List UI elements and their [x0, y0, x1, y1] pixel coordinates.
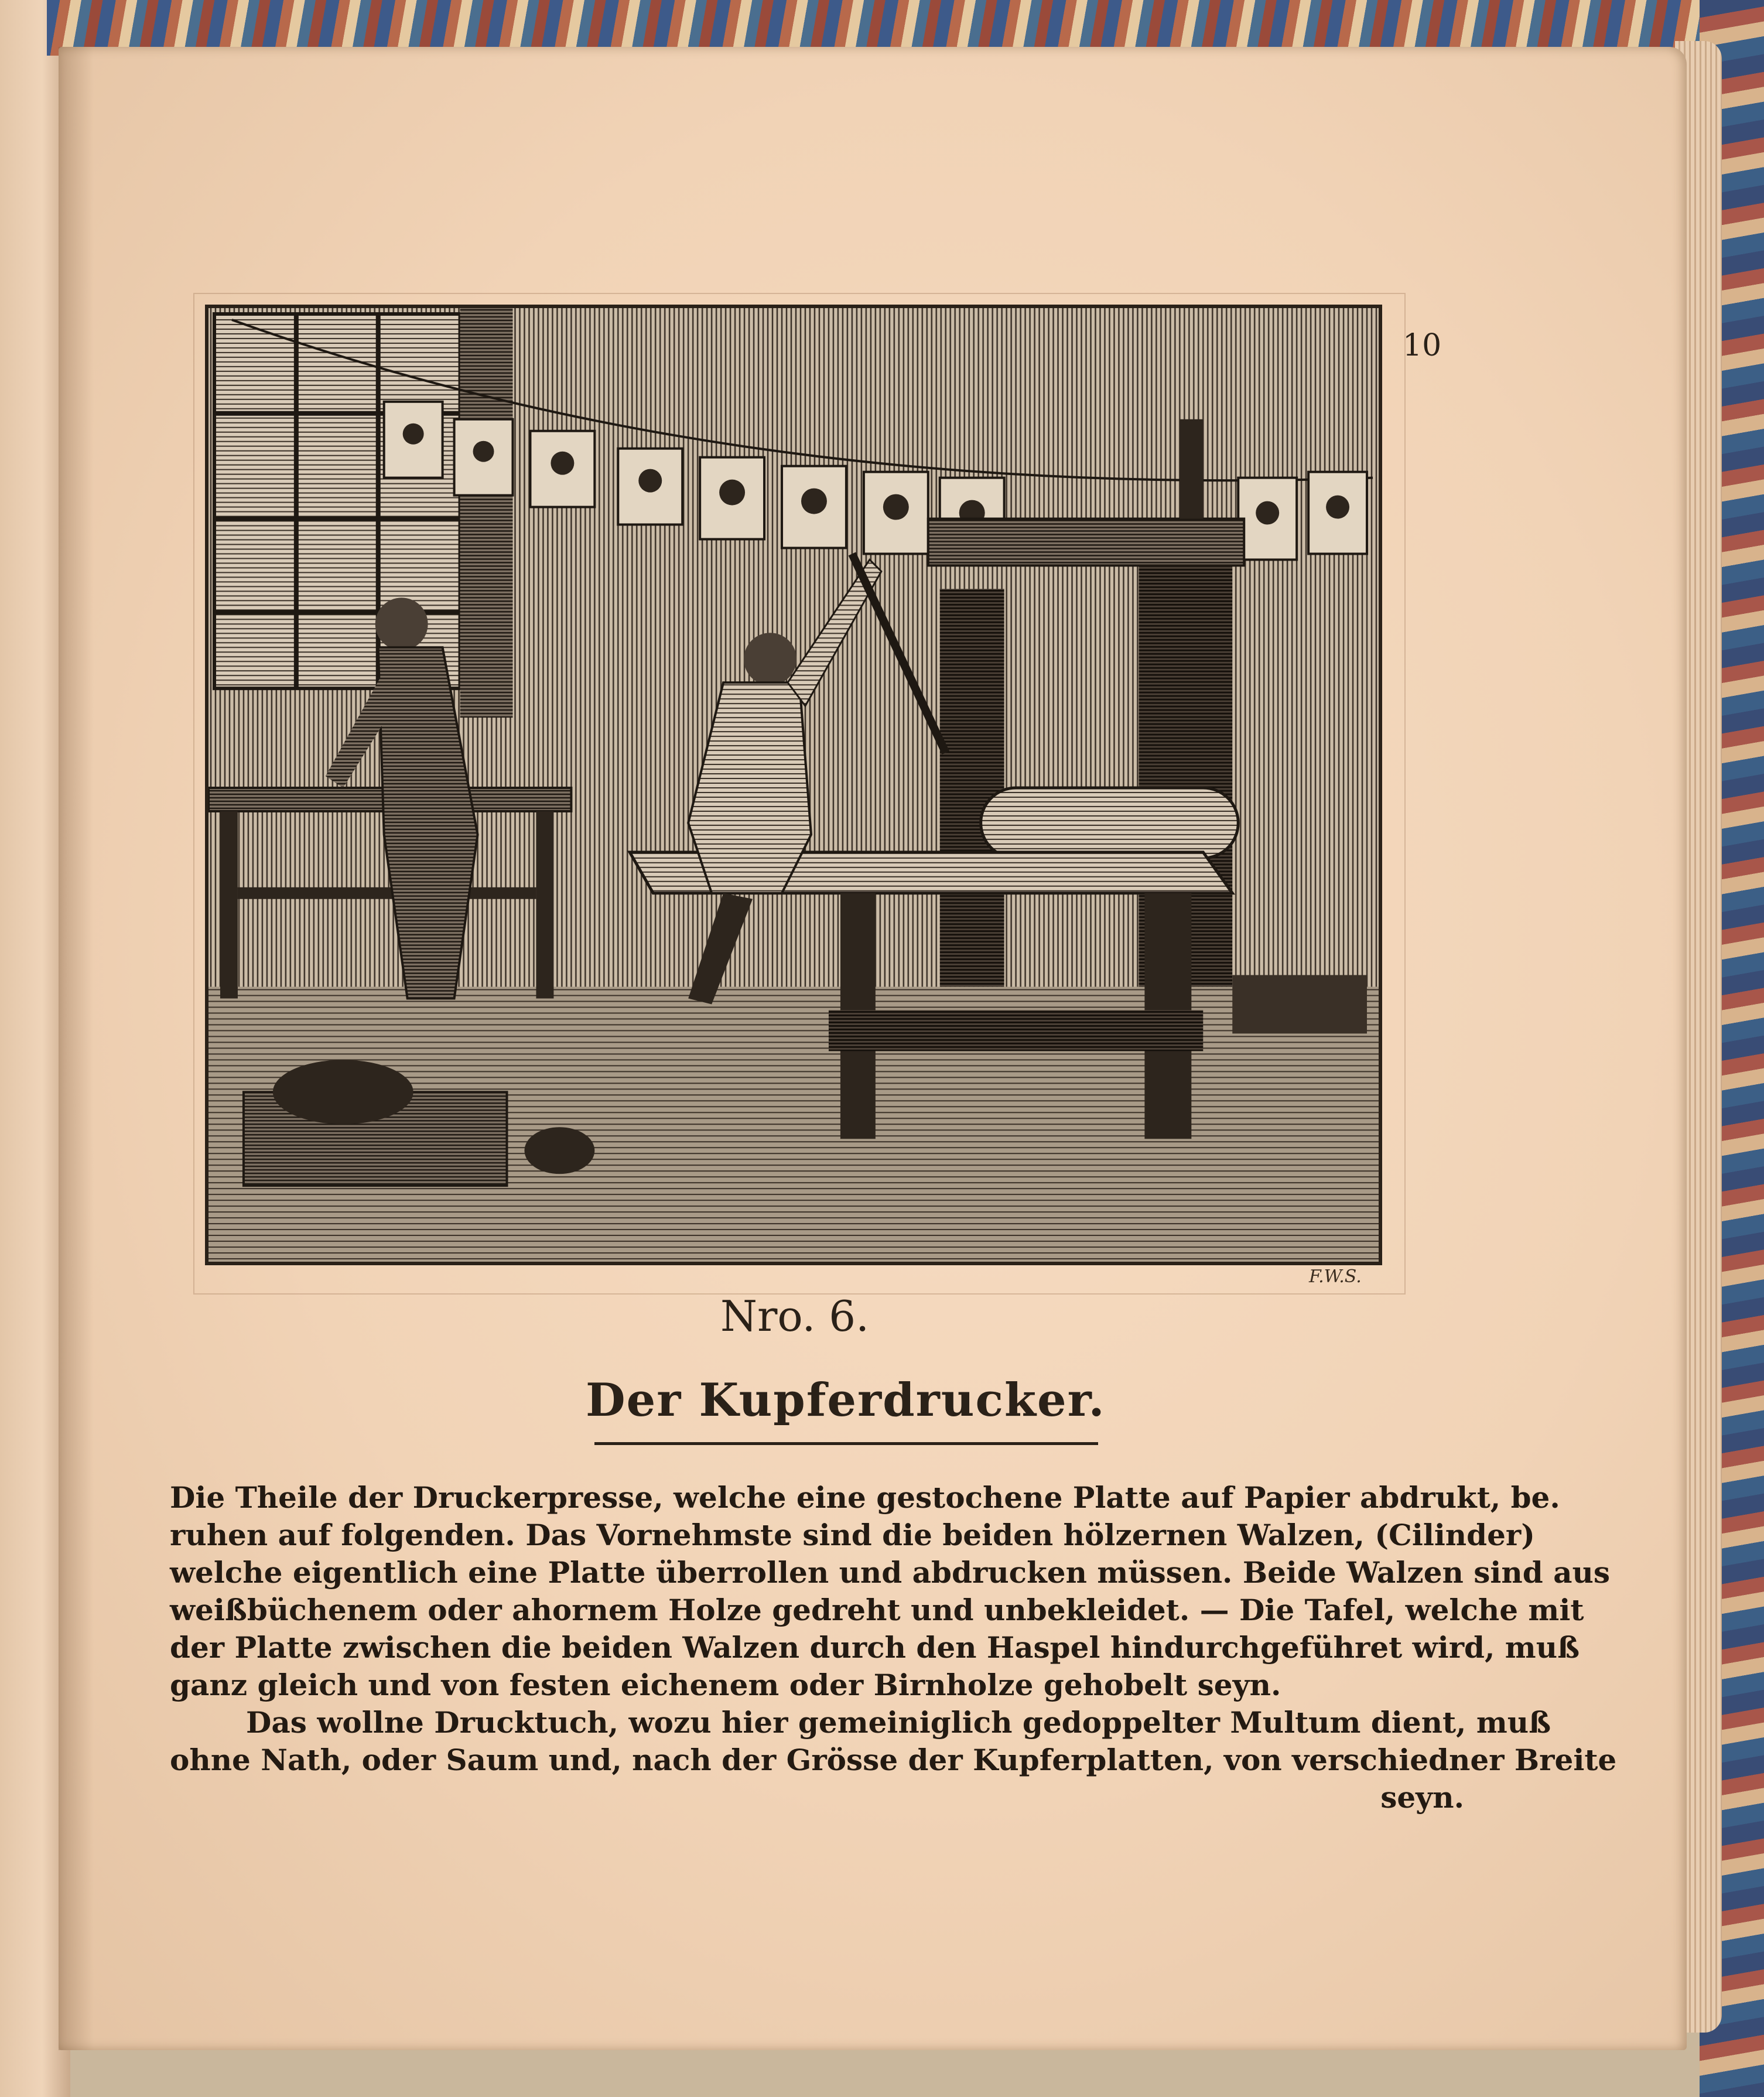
page-gutter-shadow — [59, 47, 94, 2050]
text-line: welche eigentlich eine Platte überrollen und abdrucken müssen. Beide Walzen sind aus — [170, 1555, 1611, 1590]
text-line: weißbüchenem oder ahornem Holze gedreht und unbekleidet. — Die Tafel, welche mit — [170, 1593, 1584, 1627]
text-line-end: seyn. — [1380, 1780, 1464, 1815]
text-line: Das wollne Drucktuch, wozu hier gemeiniglich gedoppelter Multum dient, muß — [246, 1705, 1551, 1740]
plate-number: Nro. 6. — [720, 1292, 869, 1341]
title-underline — [594, 1442, 1098, 1445]
engraver-signature: F.W.S. — [1309, 1266, 1362, 1287]
engraving-illustration — [205, 305, 1382, 1265]
text-line: ganz gleich und von festen eichenem oder Birnholze gehobelt seyn. — [170, 1668, 1281, 1702]
text-line: ruhen auf folgenden. Das Vornehmste sind die beiden hölzernen Walzen, (Cilinder) — [170, 1518, 1535, 1552]
text-line: ohne Nath, oder Saum und, nach der Grösse der Kupferplatten, von verschiedner Breite — [170, 1743, 1617, 1777]
text-line: der Platte zwischen die beiden Walzen durch den Haspel hindurchgeführet wird, muß — [170, 1630, 1580, 1665]
page-title: Der Kupferdrucker. — [586, 1374, 1106, 1427]
page-number: 10 — [1403, 328, 1442, 363]
text-line: Die Theile der Druckerpresse, welche eine gestochene Platte auf Papier abdrukt, be. — [170, 1480, 1560, 1515]
copperplate-printer-scene — [208, 308, 1379, 1262]
body-text — [170, 1479, 1617, 1816]
